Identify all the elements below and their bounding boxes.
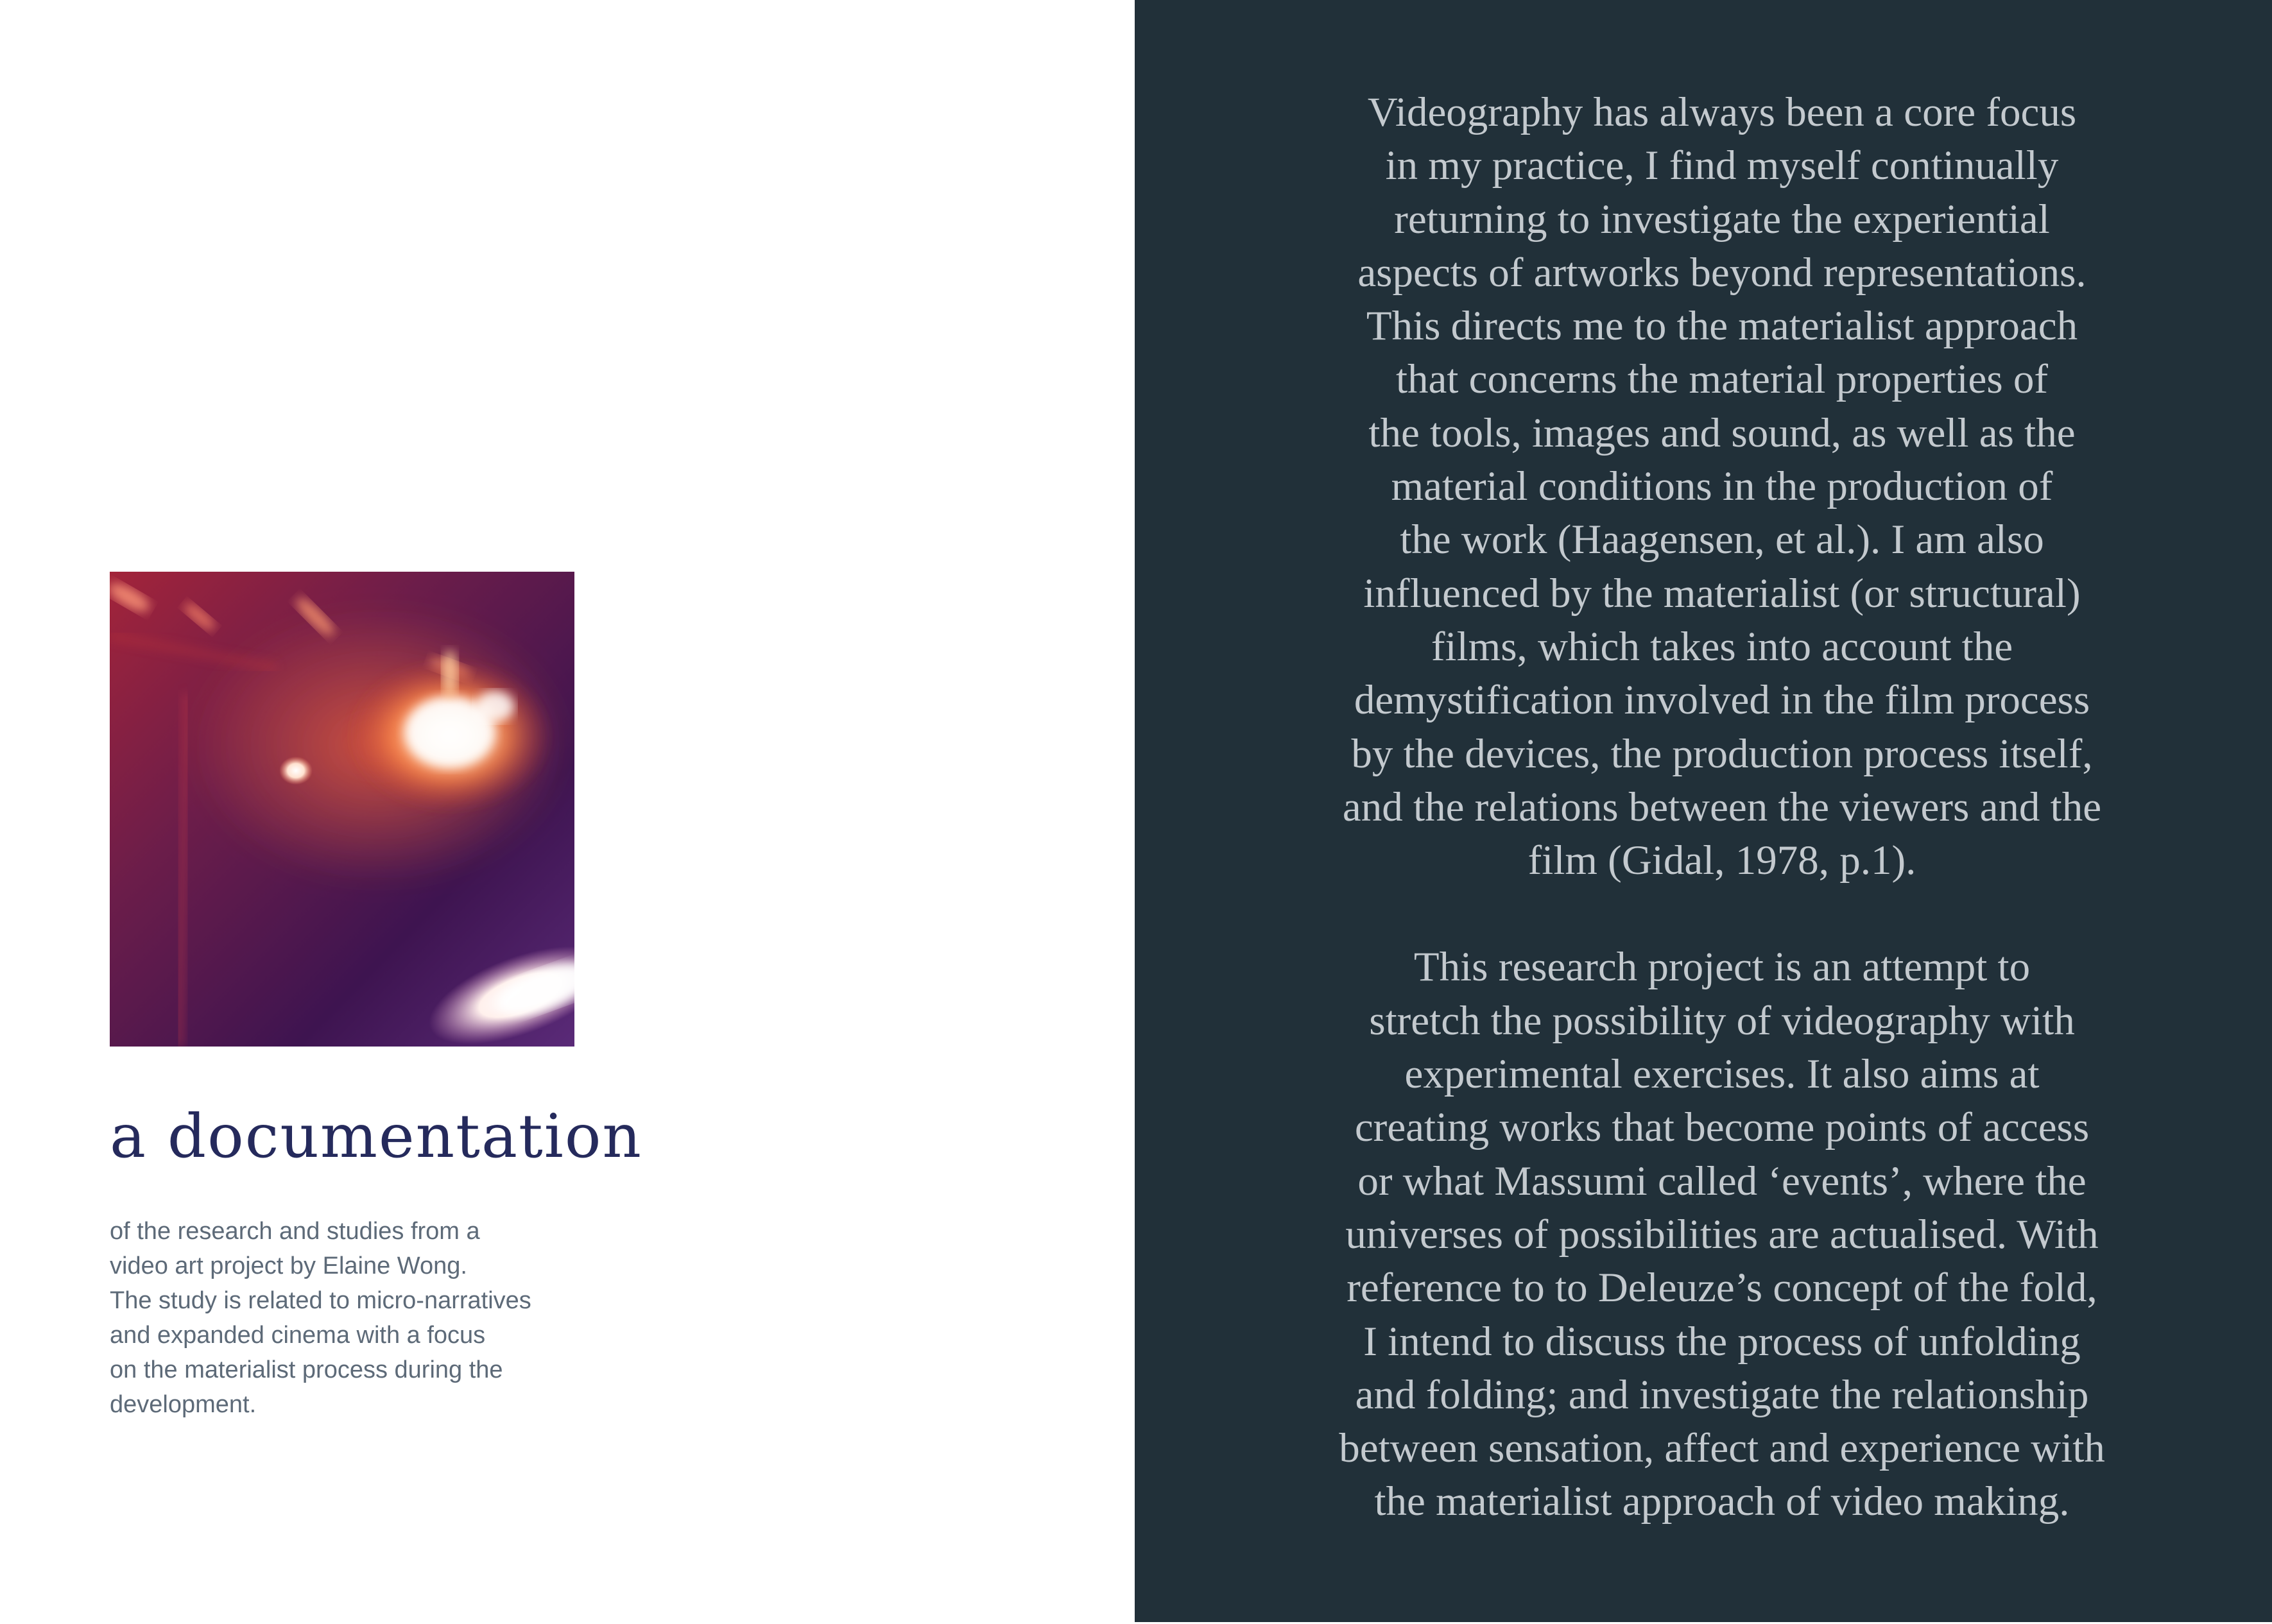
left-page xyxy=(0,0,1135,1624)
essay-line: and the relations between the viewers and the xyxy=(1342,783,2102,830)
essay-line: This research project is an attempt to xyxy=(1413,944,2031,991)
essay-line: influenced by the materialist (or structural) xyxy=(1363,570,2081,617)
essay-line: This directs me to the materialist approach xyxy=(1366,303,2078,350)
essay-line: returning to investigate the experiential xyxy=(1394,196,2050,243)
description-line: and expanded cinema with a focus xyxy=(110,1322,486,1349)
cover-photo xyxy=(110,572,574,1047)
essay-line: stretch the possibility of videography with xyxy=(1369,997,2075,1044)
essay-line: aspects of artworks beyond representations. xyxy=(1357,249,2087,296)
description-line: of the research and studies from a xyxy=(110,1218,480,1245)
essay-line: that concerns the material properties of xyxy=(1395,356,2049,403)
essay-line: Videography has always been a core focus xyxy=(1367,89,2077,135)
description-line: development. xyxy=(110,1391,257,1418)
essay-line: the tools, images and sound, as well as the xyxy=(1368,409,2076,456)
document-description xyxy=(110,1214,636,1422)
essay-line: or what Massumi called ‘events’, where the xyxy=(1357,1158,2087,1204)
essay-paragraph-2 xyxy=(1263,941,2181,1528)
essay-line: film (Gidal, 1978, p.1). xyxy=(1528,837,1916,884)
description-line: video art project by Elaine Wong. xyxy=(110,1252,467,1279)
blurred-light-photo xyxy=(110,572,574,1047)
essay-paragraph-1 xyxy=(1263,86,2181,887)
essay-line: films, which takes into account the xyxy=(1431,623,2013,670)
essay-line: creating works that become points of access xyxy=(1354,1104,2090,1151)
essay-line: experimental exercises. It also aims at xyxy=(1404,1051,2040,1098)
essay-line: by the devices, the production process itself, xyxy=(1351,730,2093,777)
document-title: a documentation xyxy=(110,1102,642,1172)
essay-line: demystification involved in the film process xyxy=(1354,677,2090,724)
essay-line: between sensation, affect and experience with xyxy=(1339,1425,2105,1472)
essay-line: the work (Haagensen, et al.). I am also xyxy=(1400,517,2044,563)
description-line: The study is related to micro-narratives xyxy=(110,1287,531,1314)
essay-line: reference to to Deleuze’s concept of the fold, xyxy=(1347,1265,2097,1312)
essay-line: in my practice, I find myself continually xyxy=(1385,142,2059,189)
essay-line: the materialist approach of video making. xyxy=(1374,1478,2070,1525)
paragraph-spacer xyxy=(1263,887,2181,941)
essay-line: I intend to discuss the process of unfolding xyxy=(1363,1318,2081,1365)
description-line: on the materialist process during the xyxy=(110,1356,503,1383)
essay-line: universes of possibilities are actualised. With xyxy=(1345,1211,2099,1258)
essay-line: and folding; and investigate the relationship xyxy=(1355,1371,2089,1418)
essay-line: material conditions in the production of xyxy=(1391,463,2053,510)
essay-text xyxy=(1263,86,2181,1529)
